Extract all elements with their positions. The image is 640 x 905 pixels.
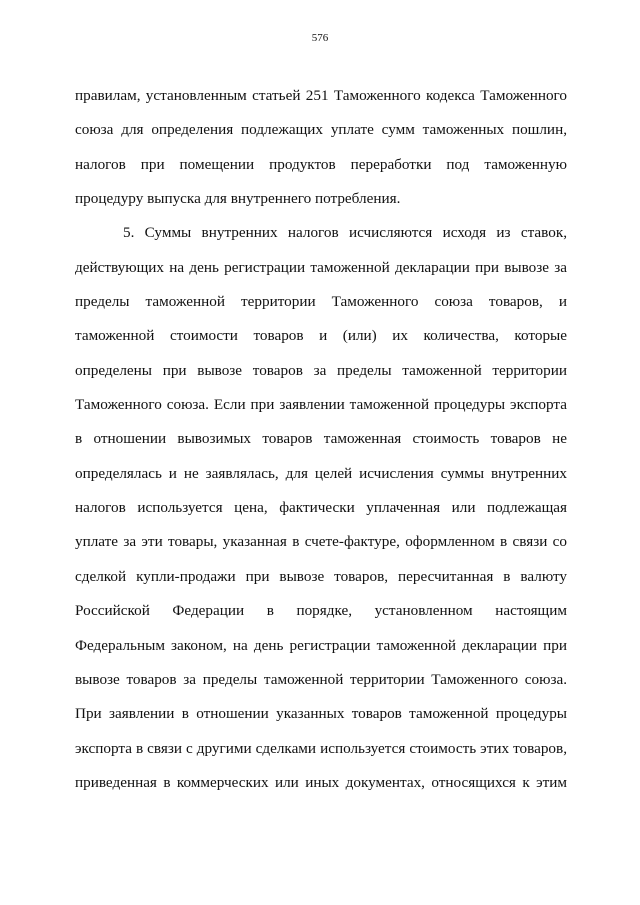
text-line: пределы таможенной территории Таможенного союза товаров, и: [75, 293, 567, 311]
text-line: правилам, установленным статьей 251 Таможенного кодекса Таможенного: [75, 87, 567, 104]
text-line: процедуру выпуска для внутреннего потребления.: [75, 190, 401, 208]
text-line: 5. Суммы внутренних налогов исчисляются исходя из ставок,: [123, 224, 567, 242]
text-line: При заявлении в отношении указанных товаров таможенной процедуры: [75, 705, 567, 723]
text-line: таможенной стоимости товаров и (или) их количества, которые: [75, 327, 567, 345]
text-line: определялась и не заявлялась, для целей исчисления суммы внутренних: [75, 464, 567, 482]
text-line: налогов при помещении продуктов переработки под таможенную: [75, 155, 567, 173]
text-line: сделкой купли-продажи при вывозе товаров, пересчитанная в валюту: [75, 567, 567, 585]
text-line: действующих на день регистрации таможенной декларации при вывозе за: [75, 258, 567, 276]
text-line: в отношении вывозимых товаров таможенная стоимость товаров не: [75, 430, 567, 448]
text-line: Федеральным законом, на день регистрации таможенной декларации при: [75, 636, 567, 654]
text-line: уплате за эти товары, указанная в счете-фактуре, оформленном в связи со: [75, 533, 567, 551]
document-body: [75, 86, 567, 807]
text-line: экспорта в связи с другими сделками используется стоимость этих товаров,: [75, 739, 567, 757]
text-line: союза для определения подлежащих уплате сумм таможенных пошлин,: [75, 121, 567, 139]
text-line: Таможенного союза. Если при заявлении таможенной процедуры экспорта: [75, 396, 567, 414]
text-line: приведенная в коммерческих или иных документах, относящихся к этим: [75, 773, 567, 791]
text-line: налогов используется цена, фактически уплаченная или подлежащая: [75, 499, 567, 517]
paragraph-continuation: [75, 86, 567, 223]
text-line: Российской Федерации в порядке, установленном настоящим: [75, 602, 567, 620]
text-line: определены при вывозе товаров за пределы таможенной территории: [75, 361, 567, 379]
text-line: вывозе товаров за пределы таможенной территории Таможенного союза.: [75, 670, 567, 688]
paragraph-item-5: [75, 223, 567, 807]
page-number: 576: [311, 32, 329, 44]
